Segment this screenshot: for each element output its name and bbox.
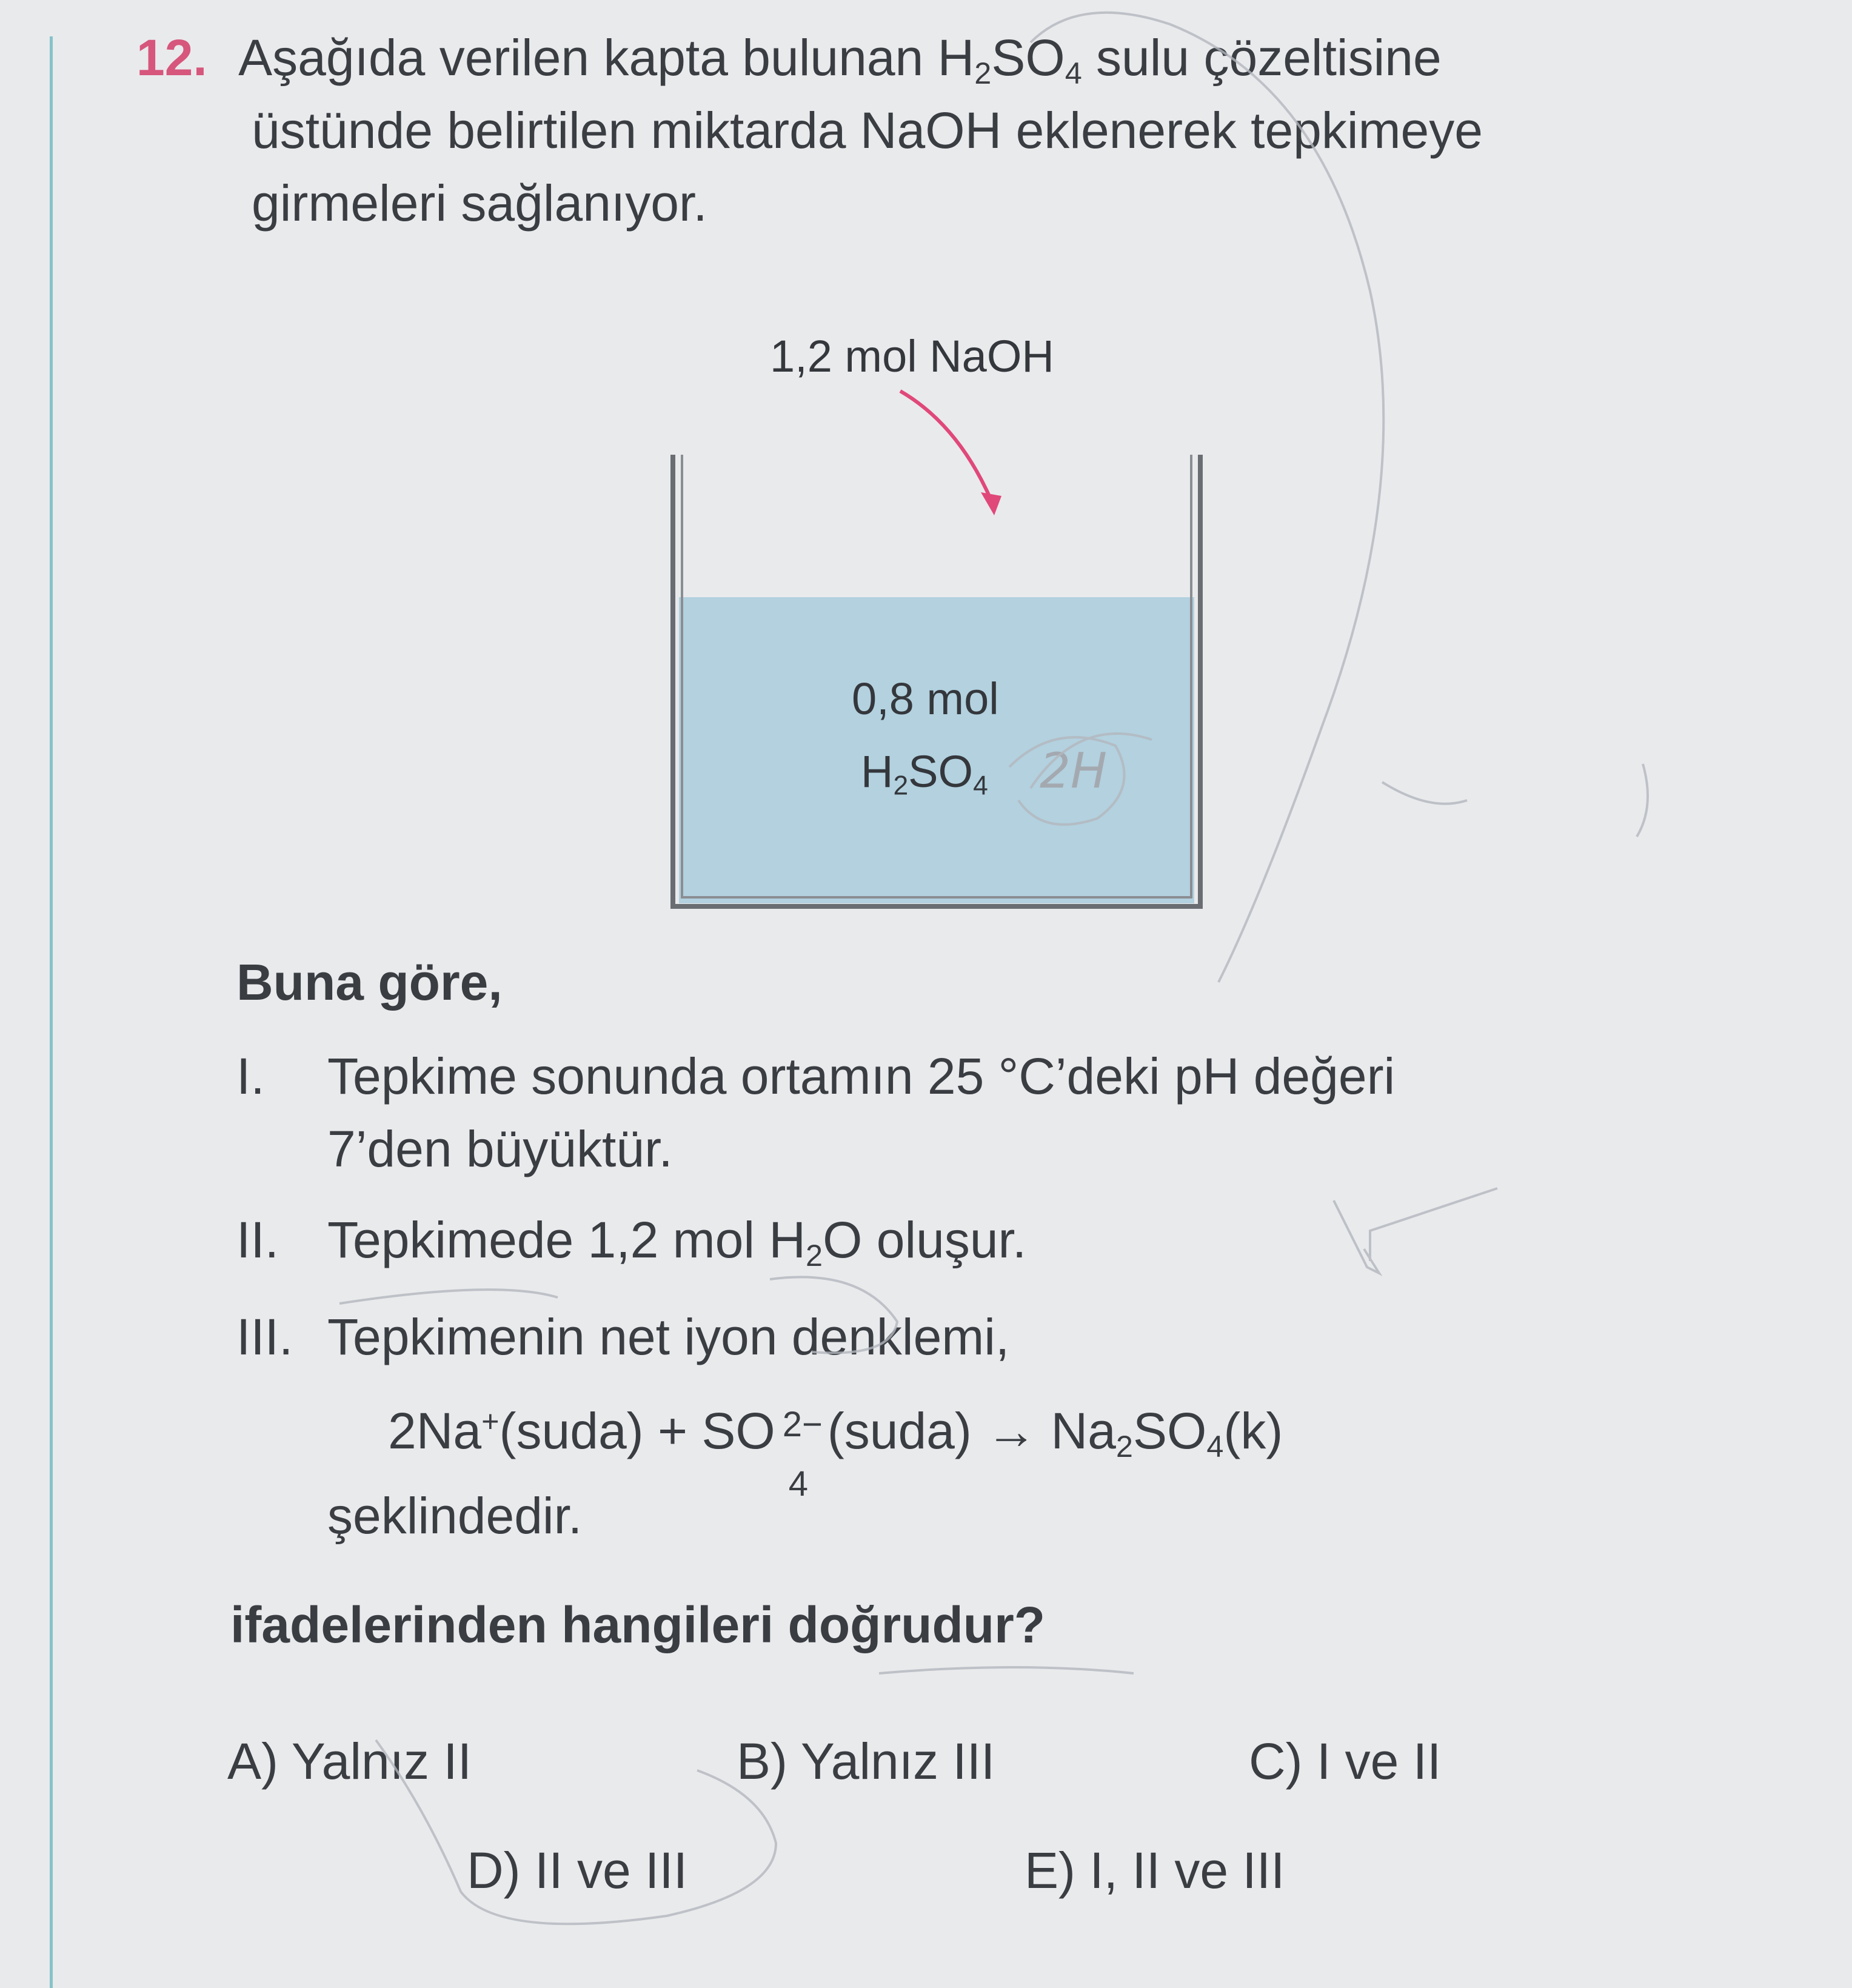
question-line-3: girmeleri sağlanıyor. <box>252 175 707 232</box>
stem-text-b: SO <box>991 29 1065 86</box>
pencil-mark-right <box>1637 764 1648 837</box>
option-c[interactable]: C) I ve II <box>1249 1733 1442 1790</box>
option-b[interactable]: B) Yalnız III <box>737 1733 995 1790</box>
statement-3-line-3: şeklindedir. <box>327 1487 583 1544</box>
statement-2-text: Tepkimede 1,2 mol $H_2O$ oluşur. <box>327 1211 1027 1273</box>
handwritten-note: 2H <box>1040 743 1108 799</box>
option-d[interactable]: D) II ve III <box>467 1842 688 1899</box>
stem-text-a: Aşağıda verilen kapta bulunan H <box>238 29 975 86</box>
stem-sub-2: 4 <box>1065 56 1082 91</box>
question-number: 12. <box>136 29 207 86</box>
pencil-underline-2 <box>879 1667 1134 1673</box>
statement-3-line-1: Tepkimenin net iyon denklemi, <box>327 1308 1010 1365</box>
statements-intro: Buna göre, <box>236 954 503 1011</box>
pencil-tick-line <box>1370 1188 1497 1261</box>
statement-2-number: II. <box>236 1211 279 1268</box>
pencil-squiggle <box>1382 782 1467 804</box>
stem-text-c: sulu çözeltisine <box>1081 29 1442 86</box>
question-prompt: ifadelerinden hangileri doğrudur? <box>230 1596 1046 1653</box>
pencil-check <box>1334 1200 1379 1273</box>
statement-1-number: I. <box>236 1048 265 1105</box>
net-ionic-equation: 2Na+(suda) + SO 2− 4 (suda) → $Na_2SO_4(k)$ <box>388 1402 1283 1504</box>
acid-formula-label: $H_2SO_4$ <box>861 746 988 801</box>
pencil-curve-right <box>1031 13 1383 982</box>
acid-amount-label: 0,8 mol <box>852 674 999 724</box>
pencil-circle-equation <box>770 1277 897 1353</box>
pencil-circle-option-d <box>376 1740 776 1924</box>
statement-1-line-1: Tepkime sonunda ortamın 25 °C’deki pH değeri <box>327 1048 1396 1105</box>
pencil-underline-1 <box>339 1290 558 1304</box>
option-e[interactable]: E) I, II ve III <box>1025 1842 1285 1899</box>
statement-1-line-2: 7’den büyüktür. <box>327 1120 673 1177</box>
naoh-label: 1,2 mol NaOH <box>770 331 1054 381</box>
option-a[interactable]: A) Yalnız II <box>227 1733 472 1790</box>
stem-sub-1: 2 <box>974 56 992 91</box>
statement-3-number: III. <box>236 1308 293 1365</box>
question-line-2: üstünde belirtilen miktarda NaOH eklenerek tepkimeye <box>252 102 1483 159</box>
